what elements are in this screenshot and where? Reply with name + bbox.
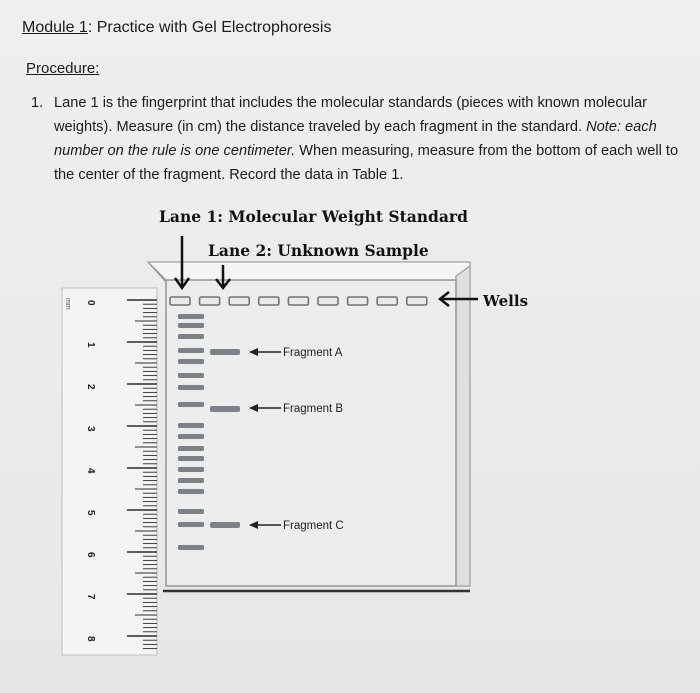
ruler-number: 6 [85, 552, 96, 558]
band-fragment-a [210, 349, 240, 355]
band [178, 478, 204, 483]
gel-front-face [166, 280, 456, 586]
band [178, 385, 204, 390]
band [178, 402, 204, 407]
band [178, 314, 204, 319]
band-fragment-c [210, 522, 240, 528]
step-text-main: Lane 1 is the fingerprint that includes the molecular standards (pieces with known molecular weights). Measure (in cm) the distance traveled by each fragment in the standard. [54, 95, 647, 135]
ruler-number: 3 [85, 426, 96, 432]
well [377, 297, 397, 305]
gel-side-face [456, 266, 470, 586]
well [170, 297, 190, 305]
band [178, 423, 204, 428]
well [318, 297, 338, 305]
step-text-note: Note: each number on the rule is one centimeter. [54, 119, 657, 159]
ruler-number: 2 [85, 384, 96, 390]
ruler-unit: mm [64, 298, 71, 310]
ruler-number: 8 [85, 636, 96, 642]
band [178, 467, 204, 472]
fragment-c-label: Fragment C [283, 520, 344, 532]
lane1-label: Lane 1: Molecular Weight Standard [159, 207, 468, 226]
procedure-heading: Procedure: [26, 60, 100, 77]
well [407, 297, 427, 305]
band [178, 509, 204, 514]
ruler-number: 4 [85, 468, 96, 474]
well [259, 297, 279, 305]
band [178, 334, 204, 339]
ruler-number: 0 [85, 300, 96, 306]
well [348, 297, 368, 305]
band [178, 456, 204, 461]
wells-label: Wells [483, 292, 529, 310]
band [178, 323, 204, 328]
band [178, 348, 204, 353]
lane2-label: Lane 2: Unknown Sample [208, 241, 429, 260]
ruler-number: 7 [85, 594, 96, 600]
band-fragment-b [210, 406, 240, 412]
well [229, 297, 249, 305]
band [178, 489, 204, 494]
band [178, 545, 204, 550]
band [178, 434, 204, 439]
title-rest: : Practice with Gel Electrophoresis [87, 19, 332, 36]
fragment-a-label: Fragment A [283, 347, 343, 359]
band [178, 522, 204, 527]
band [178, 373, 204, 378]
ruler-number: 1 [85, 342, 96, 348]
ruler-body [62, 288, 157, 655]
fragment-b-label: Fragment B [283, 403, 344, 415]
step-number: 1. [31, 95, 44, 111]
ruler-number: 5 [85, 510, 96, 516]
ruler [62, 288, 157, 655]
well [288, 297, 308, 305]
gel-top-face [148, 262, 470, 282]
step-text-end: When measuring, measure from the bottom of each well to the center of the fragment. Record the data in Table 1. [54, 143, 679, 183]
well [200, 297, 220, 305]
band [178, 359, 204, 364]
band [178, 446, 204, 451]
wells-row [170, 297, 427, 305]
title-module: Module 1 [22, 19, 88, 36]
